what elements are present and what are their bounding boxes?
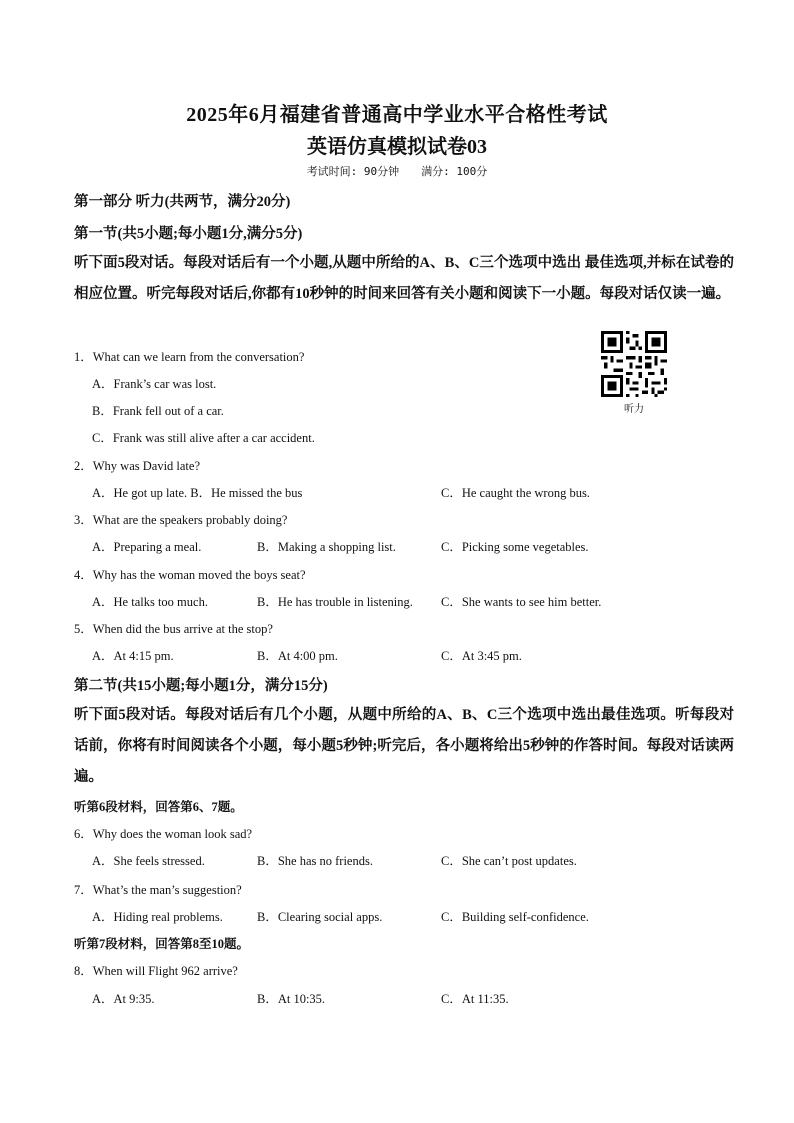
q6-option-a[interactable]: A．She feels stressed. bbox=[92, 854, 205, 868]
q7-option-a[interactable]: A．Hiding real problems. bbox=[92, 910, 223, 924]
q2-option-ab[interactable]: A．He got up late. B．He missed the bus bbox=[92, 486, 303, 500]
q4-option-b[interactable]: B．He has trouble in listening. bbox=[257, 595, 413, 609]
qr-caption: 听力 bbox=[624, 404, 644, 415]
q7-option-c[interactable]: C．Building self-confidence. bbox=[441, 910, 589, 924]
q1-option-b[interactable]: B．Frank fell out of a car. bbox=[92, 404, 224, 418]
question-7: 7．What’s the man’s suggestion? bbox=[74, 883, 242, 897]
question-6: 6．Why does the woman look sad? bbox=[74, 827, 253, 841]
q5-option-c[interactable]: C．At 3:45 pm. bbox=[441, 649, 522, 663]
qr-code-icon[interactable] bbox=[601, 331, 667, 397]
q5-option-b[interactable]: B．At 4:00 pm. bbox=[257, 649, 338, 663]
q1-option-c[interactable]: C．Frank was still alive after a car accident. bbox=[92, 431, 315, 445]
exam-score: 满分: 100分 bbox=[421, 165, 488, 178]
question-3: 3．What are the speakers probably doing? bbox=[74, 513, 288, 527]
exam-time: 考试时间: 90分钟 bbox=[306, 165, 400, 178]
q8-option-c[interactable]: C．At 11:35. bbox=[441, 992, 509, 1006]
q8-option-b[interactable]: B．At 10:35. bbox=[257, 992, 326, 1006]
question-5: 5．When did the bus arrive at the stop? bbox=[74, 622, 273, 636]
q6-option-c[interactable]: C．She can’t post updates. bbox=[441, 854, 577, 868]
section2-instructions: 听下面5段对话。每段对话后有几个小题，从题中所给的A、B、C三个选项中选出最佳选项。听每段对话前，你将有时间阅读各个小题，每小题5秒钟;听完后，各小题将给出5秒钟的作答时间。每段对话读两遍。 bbox=[74, 707, 734, 785]
question-2: 2．Why was David late? bbox=[74, 459, 201, 473]
q2-option-c[interactable]: C．He caught the wrong bus. bbox=[441, 486, 590, 500]
exam-meta bbox=[0, 163, 794, 179]
q5-option-a[interactable]: A．At 4:15 pm. bbox=[92, 649, 174, 663]
section1-heading: 第一节(共5小题;每小题1分,满分5分) bbox=[74, 226, 303, 242]
exam-subtitle: 英语仿真模拟试卷03 bbox=[307, 136, 487, 158]
group-7-heading: 听第7段材料，回答第8至10题。 bbox=[74, 937, 250, 951]
q7-option-b[interactable]: B．Clearing social apps. bbox=[257, 910, 383, 924]
question-4: 4．Why has the woman moved the boys seat? bbox=[74, 568, 306, 582]
q6-option-b[interactable]: B．She has no friends. bbox=[257, 854, 373, 868]
q4-option-a[interactable]: A．He talks too much. bbox=[92, 595, 208, 609]
q8-option-a[interactable]: A．At 9:35. bbox=[92, 992, 155, 1006]
section2-heading: 第二节(共15小题;每小题1分，满分15分) bbox=[74, 678, 328, 694]
group-6-heading: 听第6段材料，回答第6、7题。 bbox=[74, 800, 243, 814]
q4-option-c[interactable]: C．She wants to see him better. bbox=[441, 595, 602, 609]
q3-option-b[interactable]: B．Making a shopping list. bbox=[257, 540, 396, 554]
question-8: 8．When will Flight 962 arrive? bbox=[74, 964, 238, 978]
exam-title: 2025年6月福建省普通高中学业水平合格性考试 bbox=[186, 104, 608, 126]
part1-heading: 第一部分 听力(共两节，满分20分) bbox=[74, 194, 291, 210]
q3-option-c[interactable]: C．Picking some vegetables. bbox=[441, 540, 589, 554]
section1-instructions: 听下面5段对话。每段对话后有一个小题,从题中所给的A、B、C三个选项中选出 最佳选项,并标在试卷的相应位置。听完每段对话后,你都有10秒钟的时间来回答有关小题和阅读下一小题。每段对话仅读一遍。 bbox=[74, 255, 734, 302]
q3-option-a[interactable]: A．Preparing a meal. bbox=[92, 540, 202, 554]
q1-option-a[interactable]: A．Frank’s car was lost. bbox=[92, 377, 217, 391]
question-1: 1．What can we learn from the conversation? bbox=[74, 350, 305, 364]
